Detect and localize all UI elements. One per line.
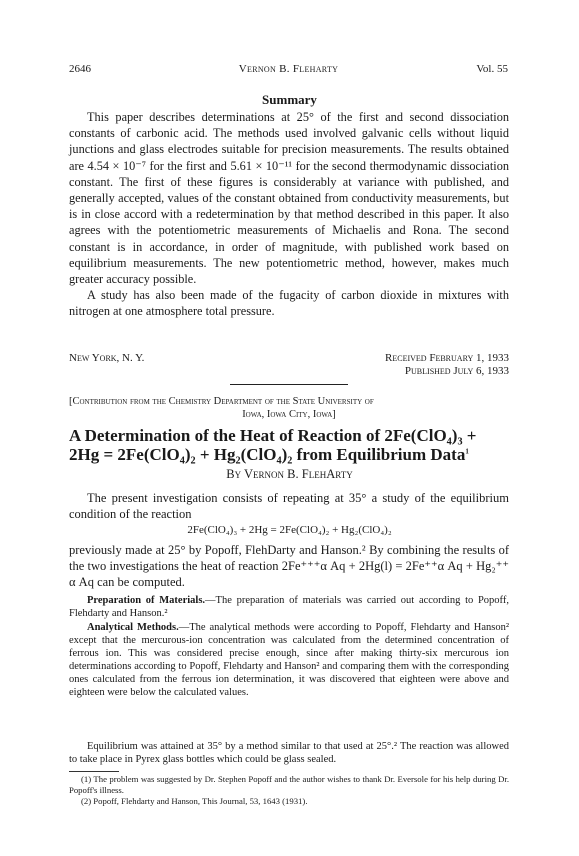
article-title [69,426,509,464]
equilibrium-text: Equilibrium was attained at 35° by a method similar to that used at 25°.² The reaction was allowed to take place in Pyrex glass bottles which could be glass sealed. [69,741,509,766]
intro-text [69,490,509,522]
running-header [69,63,508,79]
published-date: Published July 6, 1933 [404,365,509,377]
preparation-section [69,594,509,620]
volume-label: Vol. 55 [476,63,508,75]
contribution-line-1: [Contribution from the Chemistry Department of the State University of [69,396,374,407]
analytical-section [69,621,509,700]
footnote-rule [69,771,119,772]
title-footnote-marker: 1 [465,447,469,456]
continuation-paragraph: previously made at 25° by Popoff, FlehDarty and Hanson.² By combining the results of the two investigations the heat of reaction 2Fe⁺⁺⁺α Aq + 2Hg(l) = 2Fe⁺⁺α Aq + Hg₂⁺⁺ α Aq can be computed. [69,543,509,589]
byline: By Vernon B. FlehArty [226,467,353,481]
preparation-heading: Preparation of Materials. [87,595,206,606]
footnotes [69,774,509,807]
received-date: Received February 1, 1933 [385,352,509,364]
analytical-text: —The analytical methods were according to Popoff, Flehdarty and Hanson² except that the mercurous-ion concentration was calculated from the determined concentration of ferrous ion. This was considered precise enough, since after making thirty-six mercurous ion determinations according to Popoff, Flehdarty and Hanson² and comparing them with the corresponding ones calculated from the ferrous ion determination, it was discovered that eighteen were above and eighteen were below the calculated values. [69,622,509,699]
analytical-heading: Analytical Methods. [87,622,179,633]
summary-paragraph-2: A study has also been made of the fugacity of carbon dioxide in mixtures with nitrogen at one atmosphere total pressure. [69,288,509,319]
footnote-1: (1) The problem was suggested by Dr. Stephen Popoff and the author wishes to thank Dr. Eversole for his help during Dr. Popoff's illness. [69,774,509,795]
equilibrium-section [69,740,509,766]
intro-paragraph: The present investigation consists of repeating at 35° a study of the equilibrium condition of the reaction [69,491,509,521]
page-number: 2646 [69,63,91,75]
article-title-text: A Determination of the Heat of Reaction of 2Fe(ClO₄)₃ + 2Hg = 2Fe(ClO₄)₂ + Hg₂(ClO₄)₂ from Equilibrium Data [69,426,477,464]
summary-paragraph-1: This paper describes determinations at 25° of the first and second dissociation constants of carbonic acid. The methods used involved galvanic cells without liquid junctions and glass electrodes suitable for precision measurements. The results obtained are 4.54 × 10⁻⁷ for the first and 5.61 × 10⁻¹¹ for the second thermodynamic dissociation constant. The first of these figures is considerably at variance with published, and generally accepted, values of the constant obtained from conductivity measurements, but is in close accord with a redetermination by that method described in this paper. It also agrees with the potentiometric measurements of Michaelis and Rona. The second constant is in accordance, in order of magnitude, with published work based on equilibrium measurements. The new potentiometric method, however, makes much greater accuracy possible. [69,110,509,287]
preparation-text: —The preparation of materials was carried out according to Popoff, Flehdarty and Hanson.² [69,595,509,620]
dateline-location: New York, N. Y. [69,352,145,364]
footnote-2: (2) Popoff, Flehdarty and Hanson, This Journal, 53, 1643 (1931). [81,796,308,806]
section-divider [230,384,348,385]
contribution-note [69,395,509,421]
running-author: Vernon B. Fleharty [238,63,339,75]
summary-heading: Summary [262,92,317,107]
reaction-equation: 2Fe(ClO₄)₃ + 2Hg = 2Fe(ClO₄)₂ + Hg₂(ClO₄)₂ [187,524,392,536]
summary-text [69,109,509,320]
continuation-text [69,542,509,590]
contribution-line-2: Iowa, Iowa City, Iowa] [242,409,336,420]
